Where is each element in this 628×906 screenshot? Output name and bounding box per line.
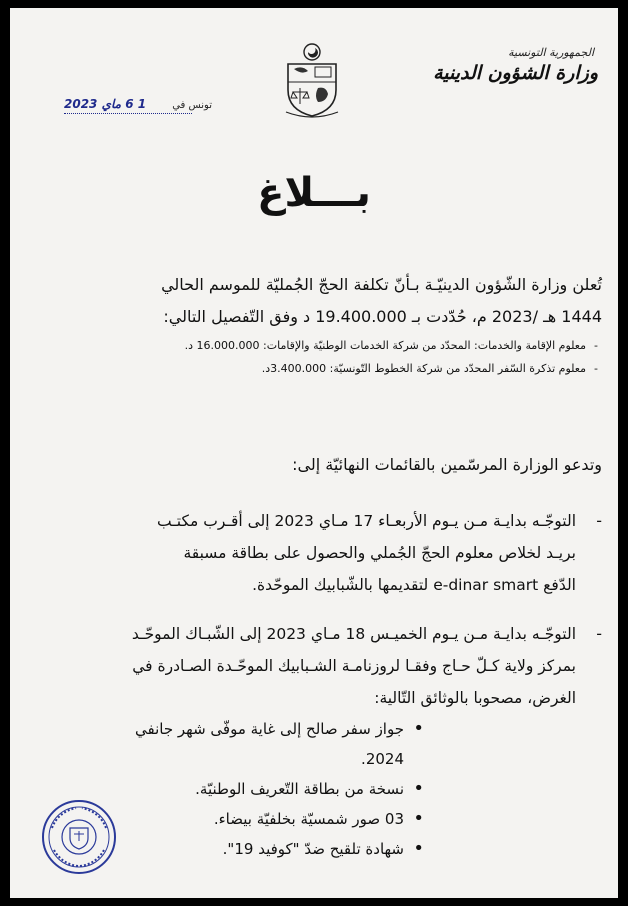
ministry-name: وزارة الشؤون الدينية: [433, 62, 598, 84]
step-1-line-3: الدّفع e-dinar smart لتقديمها بالشّبابيك الموحّدة.: [252, 576, 576, 594]
date-label: تونس في: [172, 100, 212, 111]
dash-icon: -: [596, 624, 602, 643]
date-stamp: 1 6 ماي 2023: [64, 97, 147, 111]
fee-text: معلوم تذكرة السّفر المحدّد من شركة الخطوط التّونسيّة: 3.400.000د.: [261, 362, 587, 375]
fee-item: [38, 337, 598, 355]
step-2-line-2: بمركز ولاية كـلّ حـاج وفقـا لروزنامـة الشـبابيك الموحّـدة الصـادرة في: [132, 657, 576, 675]
document-page: [10, 8, 618, 898]
notice-title: بـــلاغ: [257, 170, 371, 216]
republic-name: الجمهورية التونسية: [508, 46, 594, 59]
step-2-line-3: الغرض، مصحوبا بالوثائق التّالية:: [374, 689, 576, 707]
step-1: [26, 505, 602, 601]
date-row: [64, 96, 212, 116]
official-seal-icon: [40, 798, 118, 876]
documents-list: [108, 714, 428, 864]
dash-icon: -: [594, 362, 598, 375]
step-1-line-1: التوجّـه بدايـة مـن يـوم الأربعـاء 17 مـاي 2023 إلى أقـرب مكتـب: [157, 512, 576, 530]
fee-item: [38, 360, 598, 378]
step-2: [26, 618, 602, 714]
intro-line-2: 1444 هـ /2023 م، حُدّدت بـ 19.400.000 د وفق التّفصيل التالي:: [163, 307, 602, 326]
fee-text: معلوم الإقامة والخدمات: المحدّد من شركة الخدمات الوطنيّة والإقامات: 16.000.000 د.: [184, 339, 587, 352]
intro-line-1: تُعلن وزارة الشّؤون الدينيّـة بـأنّ تكلفة الحجّ الجُمليّة للموسم الحالي: [161, 275, 602, 294]
document-item: • 03 صور شمسيّة بخلفيّة بيضاء.: [108, 804, 428, 834]
invite-line: وتدعو الوزارة المرسّمين بالقائمات النهائيّة إلى:: [292, 455, 602, 474]
step-1-line-2: بريـد لخلاص معلوم الحجّ الجُملي والحصول على بطاقة مسبقة: [183, 544, 576, 562]
step-2-line-1: التوجّـه بدايـة مـن يـوم الخميـس 18 مـاي 2023 إلى الشّبـاك الموحّـد: [131, 625, 576, 643]
document-item: • شهادة تلقيح ضدّ "كوفيد 19".: [108, 834, 428, 864]
date-underline: [64, 113, 192, 114]
dash-icon: -: [596, 511, 602, 530]
dash-icon: -: [594, 339, 598, 352]
coat-of-arms-icon: [282, 42, 342, 118]
document-item: • جواز سفر صالح إلى غاية موفّى شهر جانفي 2024.: [108, 714, 428, 774]
document-item: • نسخة من بطاقة التّعريف الوطنيّة.: [108, 774, 428, 804]
